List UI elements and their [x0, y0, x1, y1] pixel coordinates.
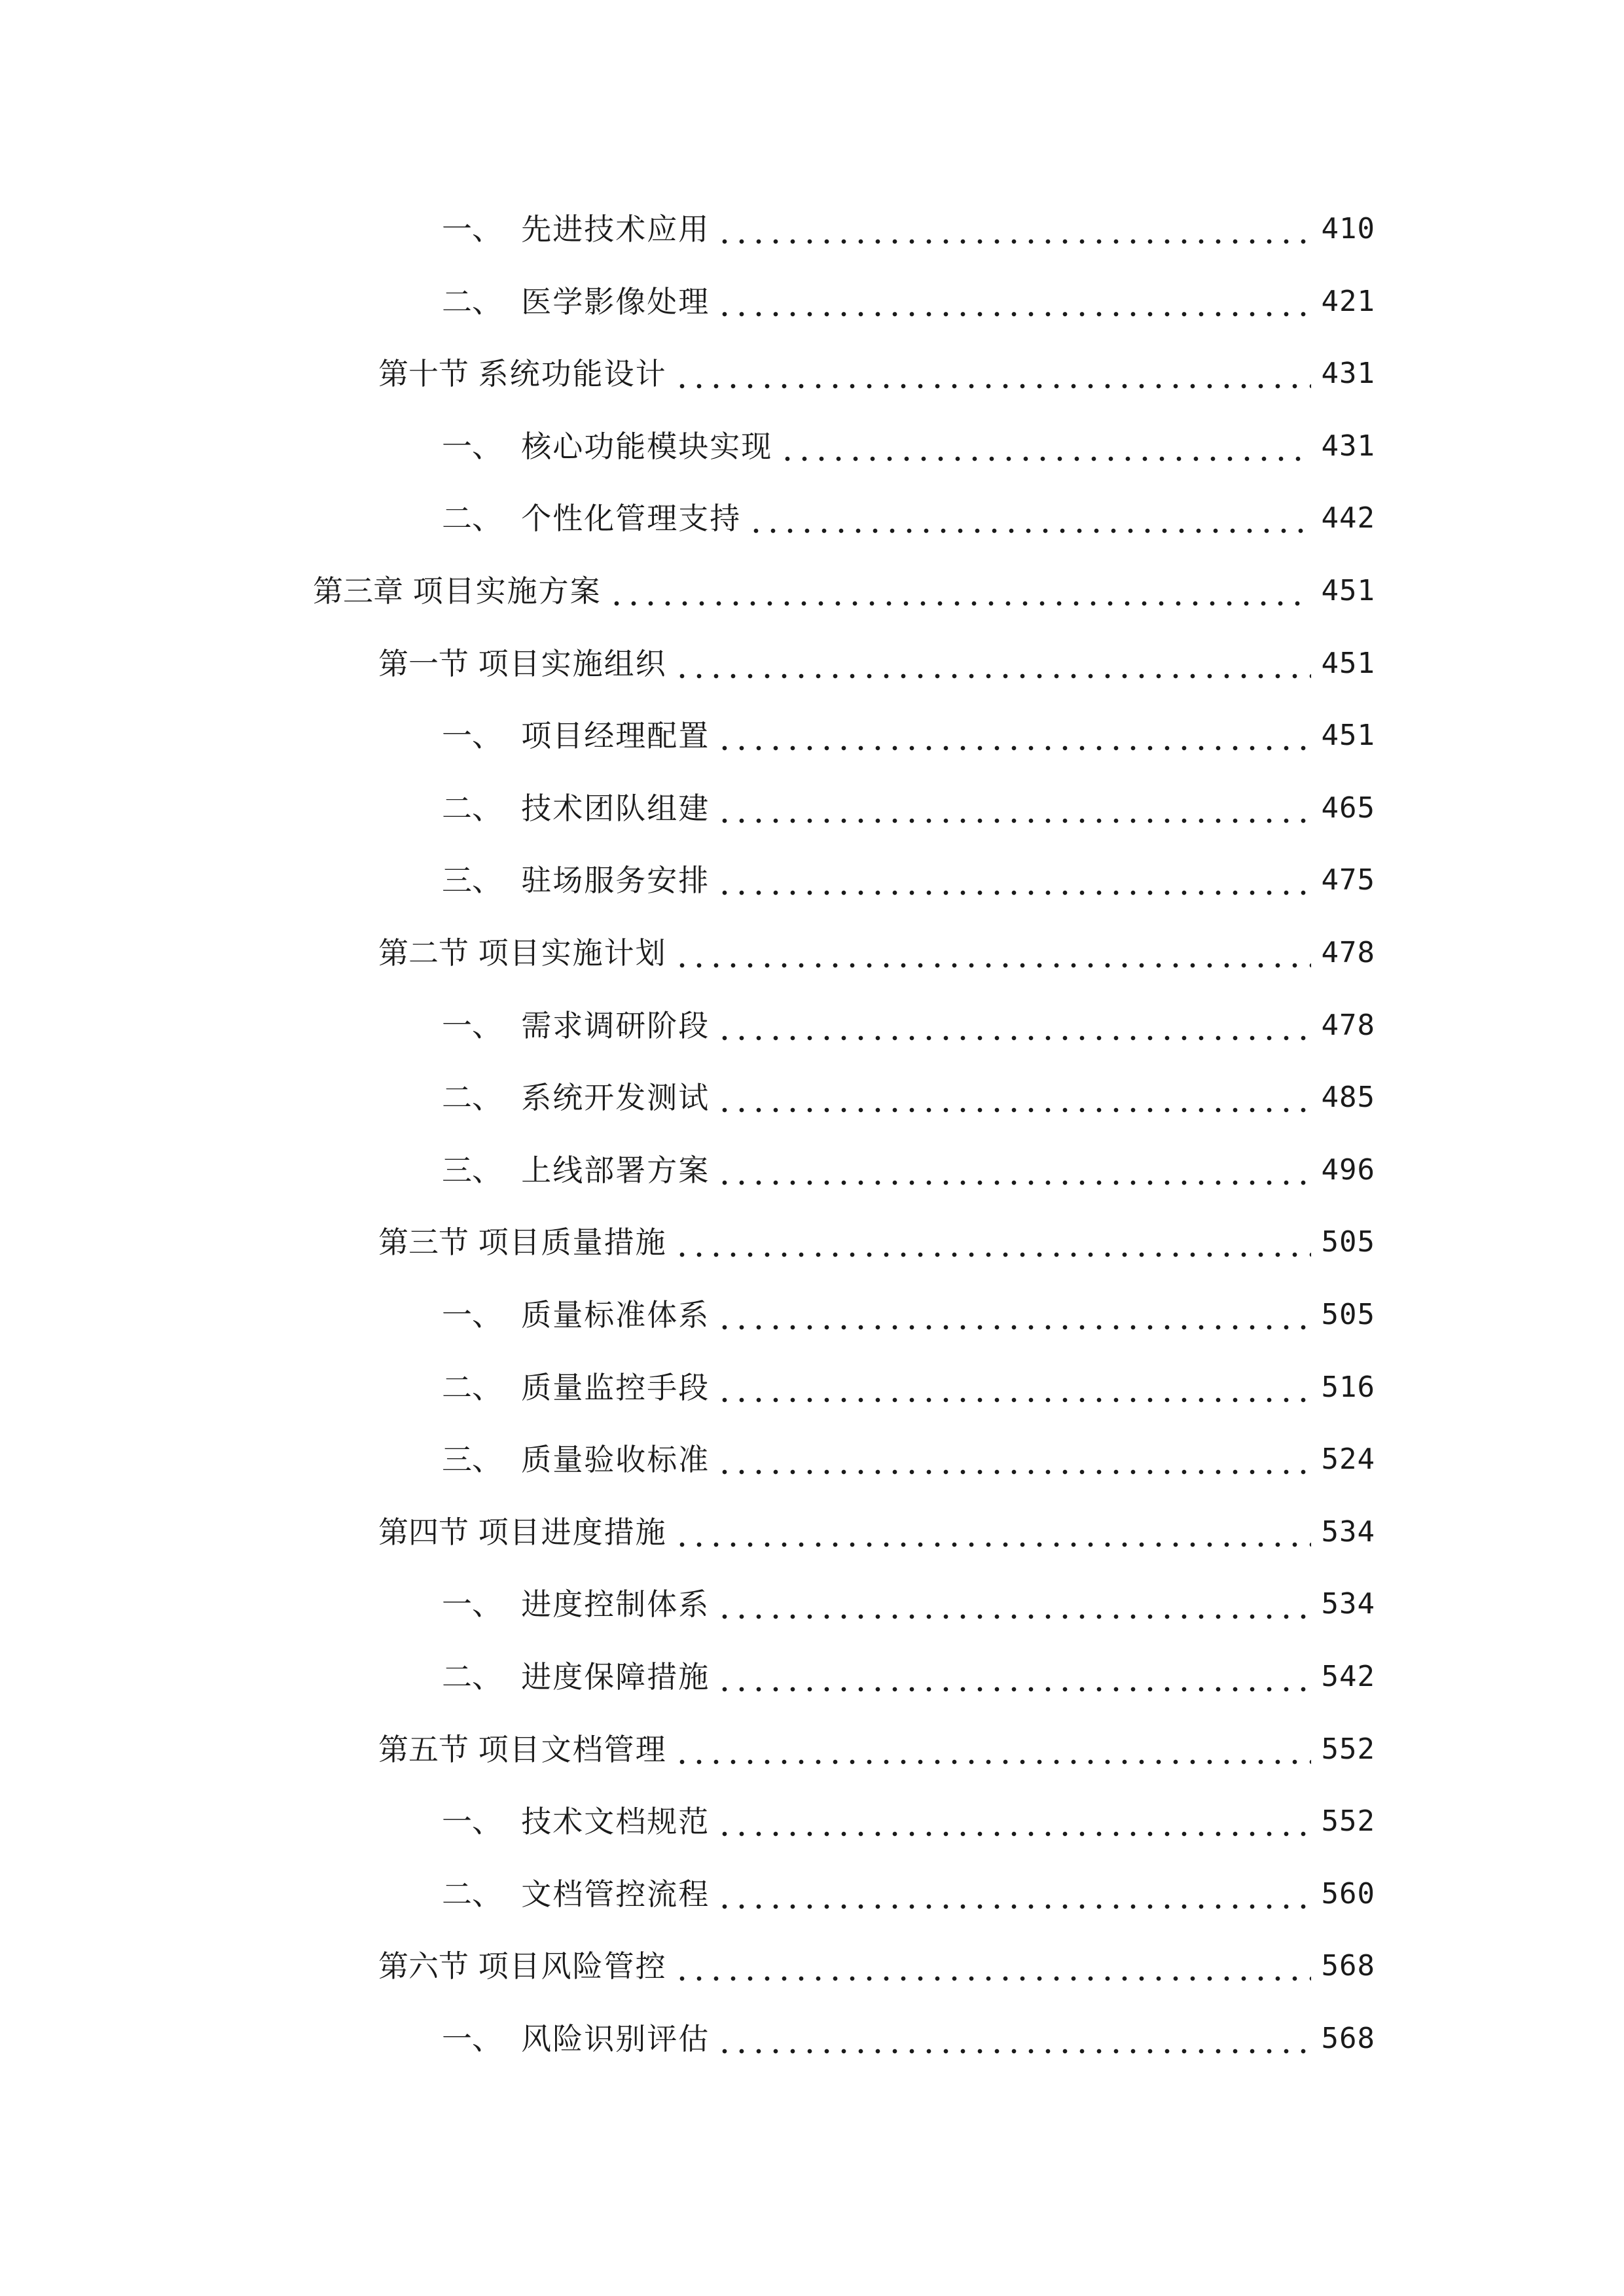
toc-entry-page-number: 516: [1321, 1370, 1375, 1404]
toc-entry-page-number: 524: [1321, 1443, 1375, 1477]
toc-entry-page-number: 475: [1321, 863, 1375, 897]
toc-entry-label: 一、: [442, 211, 522, 247]
toc-entry-title: 系统开发测试: [521, 1080, 710, 1116]
toc-entry-title: 技术文档规范: [521, 1804, 710, 1840]
toc-dot-leader: [716, 1289, 1310, 1341]
toc-entry-page-number: 431: [1321, 429, 1375, 463]
toc-entry-label: 一、: [442, 1007, 522, 1043]
toc-entry[interactable]: [442, 203, 1375, 255]
toc-dot-leader: [716, 1868, 1310, 1920]
toc-entry-label: 三、: [442, 1442, 522, 1478]
toc-entry-page-number: 552: [1321, 1732, 1375, 1766]
toc-dot-leader: [674, 1723, 1311, 1776]
toc-entry[interactable]: [442, 854, 1375, 906]
toc-entry-title: 项目质量措施: [478, 1225, 667, 1261]
toc-entry[interactable]: [442, 1795, 1375, 1848]
toc-entry-page-number: 478: [1321, 936, 1375, 969]
toc-entry-title: 进度控制体系: [521, 1587, 710, 1623]
toc-dot-leader: [716, 276, 1310, 328]
toc-entry-page-number: 568: [1321, 2022, 1375, 2055]
toc-entry-label: 第一节: [378, 645, 478, 681]
toc-entry[interactable]: [313, 565, 1375, 617]
toc-entry[interactable]: [378, 1940, 1375, 1992]
toc-entry-title: 项目进度措施: [478, 1514, 667, 1550]
toc-entry-label: 一、: [442, 428, 522, 464]
toc-entry-title: 项目实施方案: [412, 573, 602, 609]
toc-entry-page-number: 451: [1321, 646, 1375, 680]
toc-entry-page-number: 560: [1321, 1876, 1375, 1910]
toc-entry-title: 驻场服务安排: [521, 863, 710, 899]
toc-entry-label: 第六节: [378, 1948, 478, 1984]
toc-entry-label: 二、: [442, 1659, 522, 1695]
toc-entry-label: 第二节: [378, 935, 478, 971]
toc-entry-page-number: 552: [1321, 1804, 1375, 1839]
toc-dot-leader: [674, 927, 1311, 979]
toc-entry-title: 进度保障措施: [521, 1659, 710, 1695]
toc-entry-title: 系统功能设计: [478, 356, 667, 392]
toc-entry-label: 第三章: [313, 573, 413, 609]
toc-entry-label: 二、: [442, 283, 522, 319]
toc-entry-page-number: 505: [1321, 1298, 1375, 1331]
toc-dot-leader: [716, 1433, 1310, 1486]
toc-entry-title: 质量验收标准: [521, 1442, 710, 1478]
toc-entry[interactable]: [442, 492, 1375, 545]
toc-dot-leader: [716, 1361, 1310, 1414]
toc-entry-title: 核心功能模块实现: [521, 428, 773, 464]
toc-entry-label: 三、: [442, 1152, 522, 1188]
toc-entry-page-number: 505: [1321, 1225, 1375, 1259]
toc-entry-page-number: 485: [1321, 1081, 1375, 1115]
toc-entry[interactable]: [442, 1651, 1375, 1703]
toc-entry[interactable]: [442, 276, 1375, 328]
toc-entry-title: 上线部署方案: [521, 1152, 710, 1188]
toc-entry[interactable]: [442, 420, 1375, 473]
toc-dot-leader: [716, 2013, 1310, 2065]
toc-entry-label: 第三节: [378, 1225, 478, 1261]
toc-entry-title: 质量标准体系: [521, 1297, 710, 1333]
toc-entry-label: 一、: [442, 718, 522, 754]
toc-dot-leader: [716, 203, 1310, 255]
toc-entry-page-number: 534: [1321, 1587, 1375, 1621]
toc-entry-label: 二、: [442, 790, 522, 826]
toc-entry-page-number: 451: [1321, 574, 1375, 607]
toc-entry[interactable]: [442, 709, 1375, 762]
toc-entry[interactable]: [378, 637, 1375, 690]
toc-entry-label: 二、: [442, 1369, 522, 1405]
toc-entry-label: 一、: [442, 2021, 522, 2056]
toc-entry[interactable]: [378, 348, 1375, 400]
toc-entry-label: 第十节: [378, 356, 478, 392]
toc-entry[interactable]: [442, 999, 1375, 1052]
toc-entry-title: 文档管控流程: [521, 1876, 710, 1912]
toc-entry-title: 项目实施计划: [478, 935, 667, 971]
toc-entry-page-number: 568: [1321, 1949, 1375, 1983]
toc-entry-label: 二、: [442, 501, 522, 537]
toc-entry-title: 技术团队组建: [521, 790, 710, 826]
toc-entry-label: 二、: [442, 1080, 522, 1116]
toc-entry-label: 一、: [442, 1804, 522, 1840]
toc-entry[interactable]: [442, 1071, 1375, 1124]
toc-entry-label: 第五节: [378, 1731, 478, 1767]
toc-entry[interactable]: [442, 1578, 1375, 1630]
toc-entry[interactable]: [442, 2013, 1375, 2065]
toc-entry-page-number: 478: [1321, 1008, 1375, 1042]
toc-dot-leader: [674, 1940, 1311, 1992]
toc-entry-label: 三、: [442, 863, 522, 899]
toc-entry-title: 需求调研阶段: [521, 1007, 710, 1043]
toc-dot-leader: [608, 565, 1311, 617]
toc-dot-leader: [716, 854, 1310, 906]
toc-entry-label: 一、: [442, 1587, 522, 1623]
toc-entry[interactable]: [442, 1868, 1375, 1920]
toc-dot-leader: [674, 637, 1311, 690]
toc-dot-leader: [674, 1216, 1311, 1268]
toc-entry-title: 项目风险管控: [478, 1948, 667, 1984]
toc-entry-page-number: 496: [1321, 1153, 1375, 1187]
toc-entry-page-number: 465: [1321, 791, 1375, 825]
toc-dot-leader: [716, 999, 1310, 1052]
toc-entry-title: 先进技术应用: [521, 211, 710, 247]
toc-entry[interactable]: [442, 1289, 1375, 1341]
toc-entry[interactable]: [442, 1361, 1375, 1414]
toc-dot-leader: [716, 1144, 1310, 1196]
toc-entry[interactable]: [378, 1216, 1375, 1268]
toc-entry-label: 二、: [442, 1876, 522, 1912]
toc-dot-leader: [779, 420, 1310, 473]
toc-entry-page-number: 442: [1321, 501, 1375, 535]
toc-dot-leader: [716, 1071, 1310, 1124]
toc-entry-title: 质量监控手段: [521, 1369, 710, 1405]
toc-entry-page-number: 431: [1321, 357, 1375, 391]
toc-entry-title: 项目文档管理: [478, 1731, 667, 1767]
toc-dot-leader: [674, 1506, 1311, 1558]
toc-entry-title: 项目实施组织: [478, 645, 667, 681]
toc-entry-label: 第四节: [378, 1514, 478, 1550]
toc-dot-leader: [716, 1651, 1310, 1703]
toc-entry-label: 一、: [442, 1297, 522, 1333]
toc-entry-title: 风险识别评估: [521, 2021, 710, 2056]
toc-dot-leader: [716, 782, 1310, 834]
toc-dot-leader: [716, 1795, 1310, 1848]
toc-entry[interactable]: [442, 1433, 1375, 1486]
toc-entry[interactable]: [442, 782, 1375, 834]
toc-entry-page-number: 451: [1321, 719, 1375, 753]
toc-entry-title: 个性化管理支持: [521, 501, 742, 537]
toc-entry-page-number: 410: [1321, 212, 1375, 245]
toc-dot-leader: [748, 492, 1310, 545]
toc-dot-leader: [716, 1578, 1310, 1630]
toc-entry-page-number: 534: [1321, 1515, 1375, 1549]
toc-entry-title: 医学影像处理: [521, 283, 710, 319]
toc-dot-leader: [674, 348, 1311, 400]
toc-entry[interactable]: [378, 1506, 1375, 1558]
toc-dot-leader: [716, 709, 1310, 762]
toc-entry[interactable]: [378, 1723, 1375, 1776]
toc-entry-page-number: 542: [1321, 1660, 1375, 1693]
toc-entry-title: 项目经理配置: [521, 718, 710, 754]
toc-entry[interactable]: [442, 1144, 1375, 1196]
toc-entry[interactable]: [378, 927, 1375, 979]
toc-entry-page-number: 421: [1321, 284, 1375, 318]
